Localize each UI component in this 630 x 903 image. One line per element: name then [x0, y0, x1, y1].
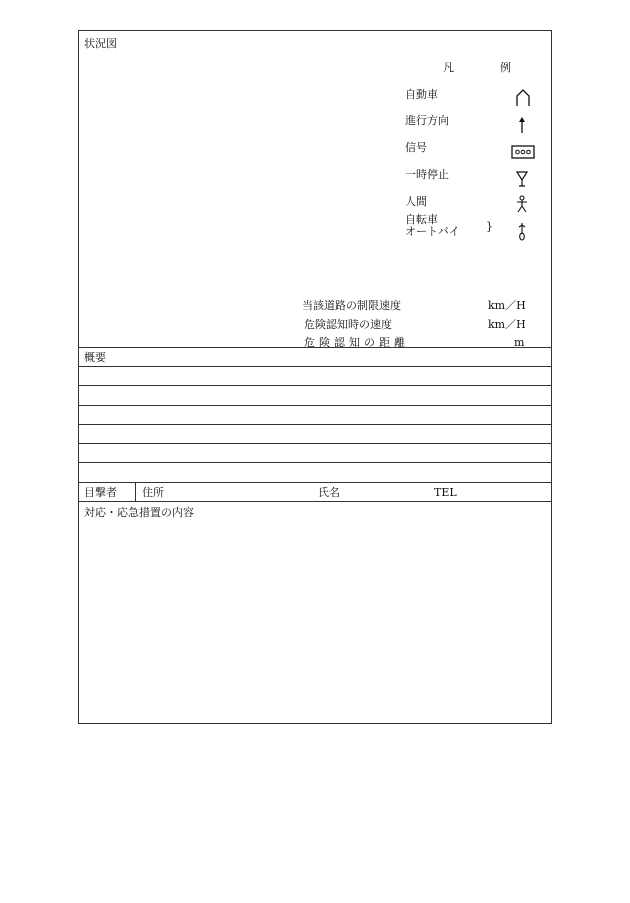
danger-distance-unit: m [514, 336, 525, 349]
witness-name-label: 氏名 [318, 486, 340, 499]
bicycle-icon [516, 222, 528, 241]
legend-label-person: 人間 [405, 195, 427, 208]
car-icon [516, 89, 530, 107]
witness-tel-label: TEL [434, 486, 457, 499]
legend-heading-left: 凡 [443, 61, 454, 74]
speed-limit-label: 当該道路の制限速度 [302, 299, 401, 312]
summary-line-3 [79, 405, 551, 406]
legend-label-signal: 信号 [405, 141, 427, 154]
summary-line-1 [79, 366, 551, 367]
person-icon [516, 195, 528, 213]
summary-line-5 [79, 443, 551, 444]
speed-at-danger-unit: km／H [488, 318, 526, 331]
accident-report-form [78, 30, 552, 724]
legend-label-stop: 一時停止 [405, 168, 449, 181]
summary-title: 概要 [84, 351, 106, 364]
speed-limit-unit: km／H [488, 299, 526, 312]
legend-heading-right: 例 [500, 61, 511, 74]
legend-label-direction: 進行方向 [405, 114, 449, 127]
witness-address-label: 住所 [142, 486, 164, 499]
response-title: 対応・応急措置の内容 [84, 506, 194, 519]
divider-witness [79, 482, 551, 483]
arrow-up-icon [517, 116, 527, 134]
traffic-signal-icon [511, 145, 535, 159]
divider-summary [79, 347, 551, 348]
witness-divider [135, 482, 136, 501]
stop-sign-icon [516, 170, 528, 187]
legend-label-bicycle-line2: オートバイ [405, 225, 460, 238]
witness-label: 目撃者 [84, 486, 117, 499]
summary-line-6 [79, 462, 551, 463]
situation-title: 状況図 [84, 37, 117, 50]
summary-line-2 [79, 385, 551, 386]
speed-at-danger-label: 危険認知時の速度 [304, 318, 392, 331]
legend-label-bicycle [405, 214, 460, 238]
danger-distance-label: 危険認知の距離 [304, 336, 409, 349]
divider-response [79, 501, 551, 502]
legend-brace: } [486, 220, 493, 233]
summary-line-4 [79, 424, 551, 425]
legend-label-car: 自動車 [405, 88, 438, 101]
legend-label-bicycle-line1: 自転車 [405, 213, 438, 226]
